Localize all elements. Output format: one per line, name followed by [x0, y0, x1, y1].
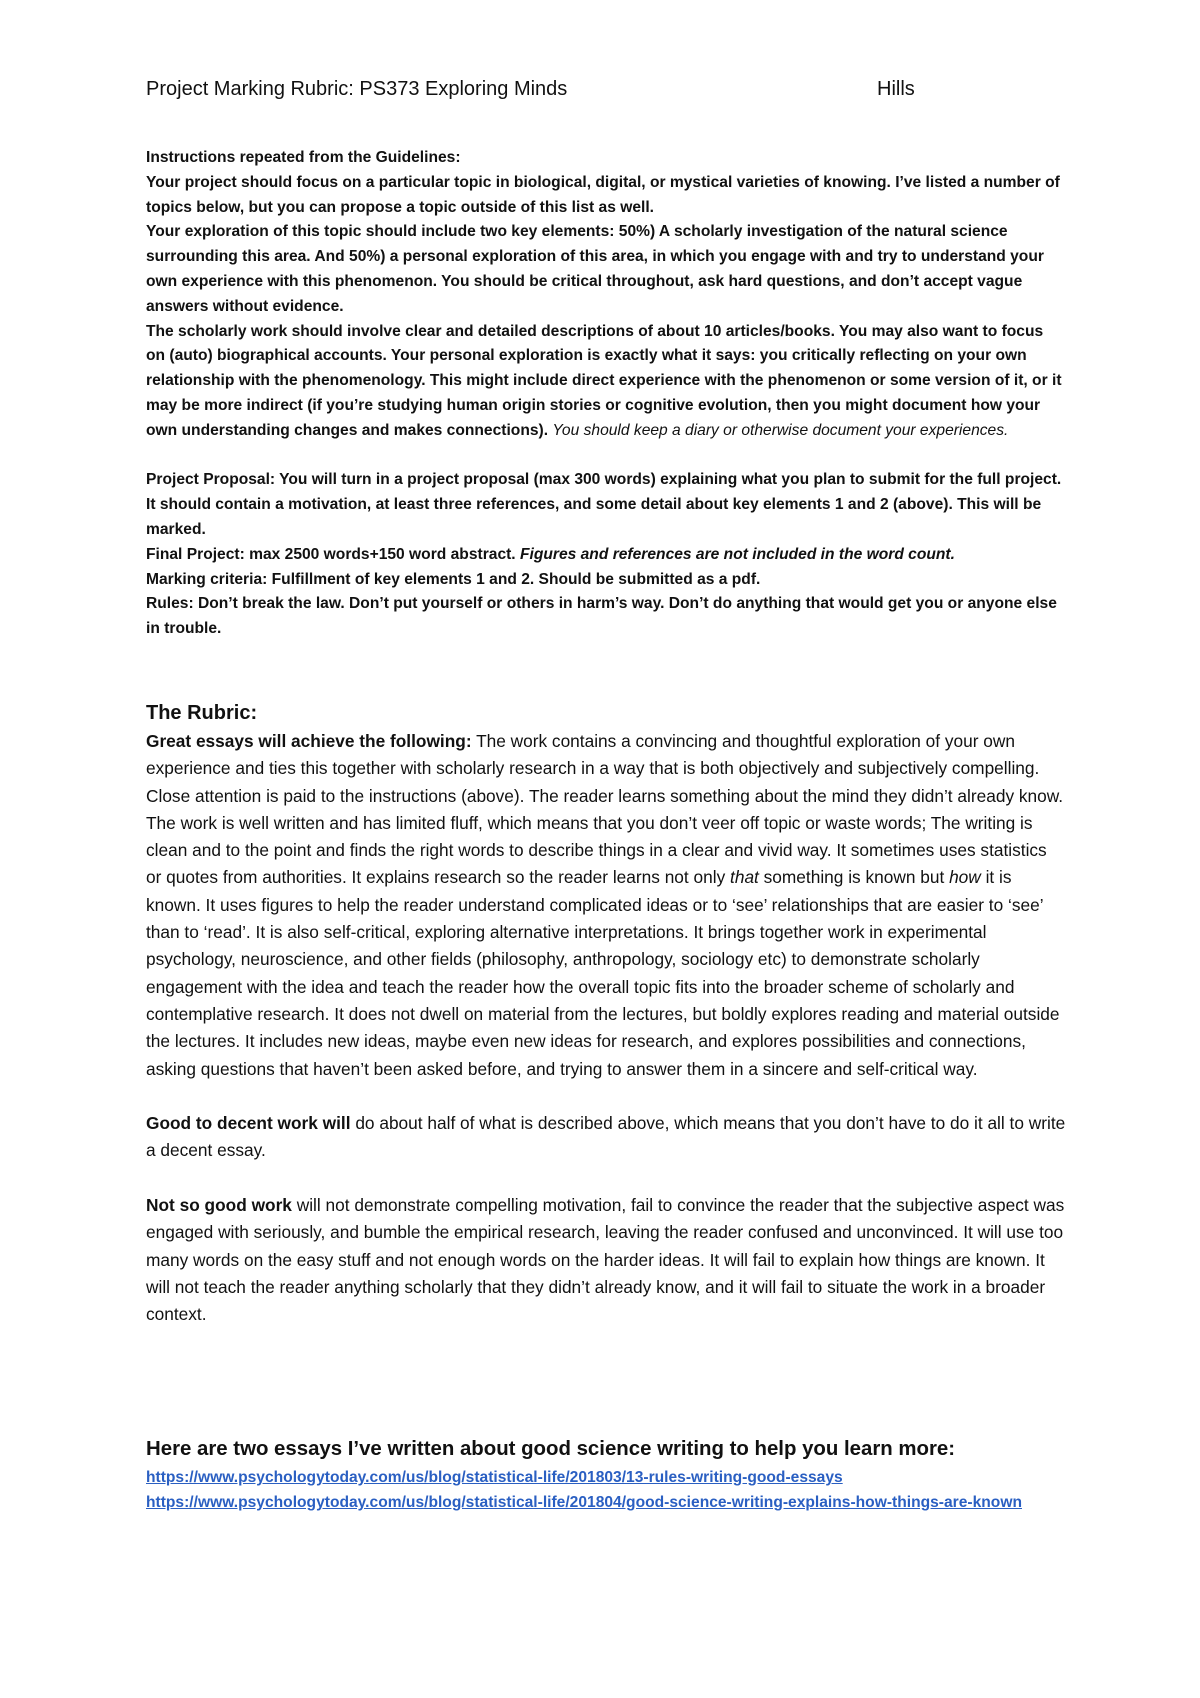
author-name: Hills: [877, 78, 915, 100]
marking-criteria-text: Marking criteria: Fulfillment of key elements 1 and 2. Should be submitted as a pdf.: [146, 570, 761, 588]
instructions-paragraph-elements: Your exploration of this topic should include two key elements: 50%) A scholarly investigation of the natural science surrounding this area. And 50%) a personal exploration of this area, in which you engage with and try to understand your own experience with this phenomenon. You should be critical throughout, ask hard questions, and don’t accept vague answers without evidence.: [146, 223, 1044, 315]
great-essays-text: The work contains a convincing and thoughtful exploration of your own experience and ties this together with scholarly research in a way that is both objectively and subjectively compelling. Close attention is paid to the instructions (above). The reader learns something about the mind they didn’t already know. The work is well written and has limited fluff, which means that you don’t veer off topic or waste words; The writing is clean and to the point and finds the right words to describe things in a clear and vivid way. It sometimes uses statistics or quotes from authorities. It explains research so the reader learns not only: [146, 731, 1064, 888]
great-essays-paragraph: [146, 728, 1066, 1083]
great-essays-text-cont: something is known but: [758, 867, 950, 888]
essays-links: [146, 1466, 1066, 1516]
instructions-section: [146, 146, 1066, 642]
instructions-paragraph-scholarly: [146, 320, 1066, 444]
final-project-limit: Final Project: max 2500 words+150 word abstract.: [146, 545, 516, 563]
instructions-heading: Instructions repeated from the Guidelines:: [146, 149, 461, 166]
page-header: [146, 76, 926, 102]
essay-link-rules-good-essays[interactable]: https://www.psychologytoday.com/us/blog/statistical-life/201803/13-rules-writing-good-essays: [146, 1469, 843, 1486]
not-good-work-text: will not demonstrate compelling motivation, fail to convince the reader that the subjective aspect was engaged with seriously, and bumble the empirical research, leaving the reader confused and unconvinced. It will use too many words on the easy stuff and not enough words on the harder ideas. It will fail to explain how things are known. It will not teach the reader anything scholarly that they didn’t already know, and it will fail to situate the work in a broader context.: [146, 1195, 1065, 1325]
good-work-label: Good to decent work will: [146, 1113, 351, 1134]
diary-note: You should keep a diary or otherwise document your experiences.: [552, 421, 1009, 439]
not-good-work-label: Not so good work: [146, 1195, 292, 1216]
rubric-heading: The Rubric:: [146, 702, 258, 724]
word-count-note: Figures and references are not included in the word count.: [519, 545, 955, 563]
great-essays-label: Great essays will achieve the following:: [146, 731, 472, 751]
project-proposal-text: Project Proposal: You will turn in a project proposal (max 300 words) explaining what you plan to submit for the full project. It should contain a motivation, at least three references, and some detail about key elements 1 and 2 (above). This will be marked.: [146, 471, 1062, 538]
scholarly-text: The scholarly work should involve clear and detailed descriptions of about 10 articles/books. You may also want to focus on (auto) biographical accounts. Your personal exploration is exactly what it says: you critically reflecting on your own relationship with the phenomenology. This might include direct experience with the phenomenon or some version of it, or it may be more indirect (if you’re studying human origin stories or cognitive evolution, then you might document how your own understanding changes and makes connections).: [146, 322, 1062, 439]
spacer: [146, 444, 1066, 469]
good-work-paragraph: [146, 1110, 1066, 1165]
rules-text: Rules: Don’t break the law. Don’t put yourself or others in harm’s way. Don’t do anything that would get you or anyone else in trouble.: [146, 595, 1057, 638]
final-project-text: [146, 543, 1066, 568]
emphasis-that: that: [730, 867, 759, 888]
emphasis-how: how: [949, 867, 981, 888]
rubric-section: [146, 728, 1066, 1356]
good-work-text: do about half of what is described above, which means that you don’t have to do it all to write a decent essay.: [146, 1113, 1066, 1161]
essays-links-heading: Here are two essays I’ve written about good science writing to help you learn more:: [146, 1438, 956, 1460]
instructions-paragraph-topic: Your project should focus on a particular topic in biological, digital, or mystical varieties of knowing. I’ve listed a number of topics below, but you can propose a topic outside of this list as well.: [146, 173, 1060, 216]
great-essays-text-end: it is known. It uses figures to help the reader understand complicated ideas or to ‘see’ relationships that are easier to ‘see’ than to ‘read’. It is also self-critical, exploring alternative interpretations. It brings together work in experimental psychology, neuroscience, and other fields (philosophy, anthropology, sociology etc) to demonstrate scholarly engagement with the idea and teach the reader how the overall topic fits into the broader scheme of scholarly and contemplative research. It does not dwell on material from the lectures, but boldly explores reading and material outside the lectures. It includes new ideas, maybe even new ideas for research, and explores possibilities and connections, asking questions that haven’t been asked before, and trying to answer them in a sincere and self-critical way.: [146, 867, 1060, 1079]
essay-link-good-science-writing[interactable]: https://www.psychologytoday.com/us/blog/statistical-life/201804/good-science-writing-explains-how-things-are-known: [146, 1493, 1022, 1511]
document-title: Project Marking Rubric: PS373 Exploring Minds: [146, 78, 568, 100]
not-good-work-paragraph: [146, 1192, 1066, 1328]
